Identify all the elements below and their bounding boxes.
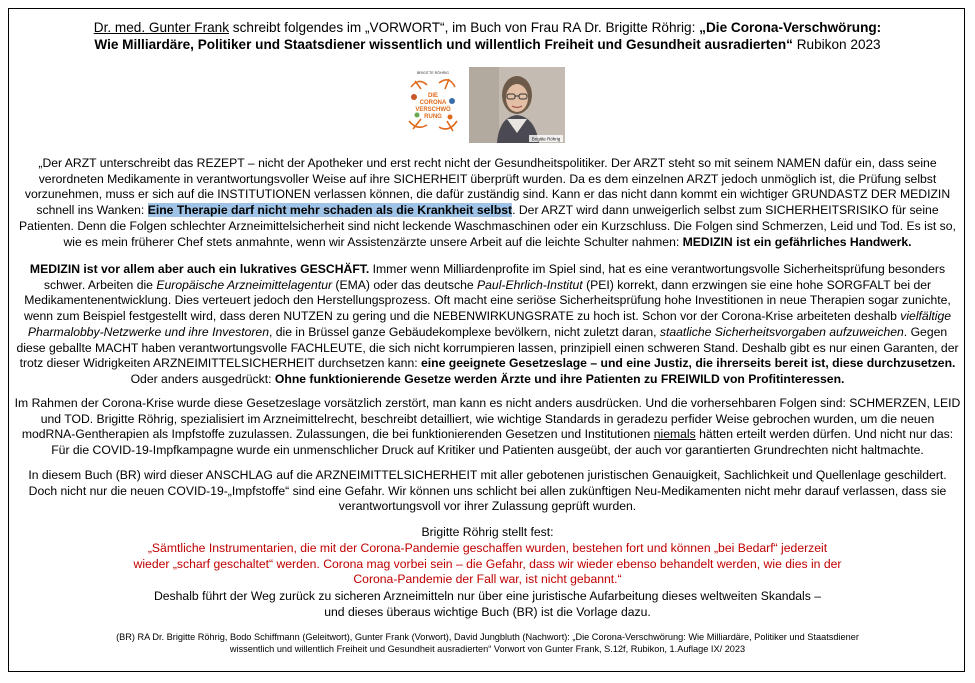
book-title-line1: „Die Corona-Verschwörung: [699, 20, 882, 35]
p2-ema: Europäische Arzneimittelagentur [156, 277, 333, 292]
quote-red-text: „Sämtliche Instrumentarien, die mit der Corona-Pandemie geschaffen wurden, bestehen fort und können „bei Bedarf“ jederzeit wieder „scharf geschaltet“ werden. Corona mag vorbei sein – die Gefahr, dass wir wieder ebenso behandelt werden, wie dies in der Corona-Pandemie der Fall war, ist nicht gebannt.“ [133, 541, 842, 587]
cover-title-line1: DIE [427, 93, 439, 99]
p1-text-2: . Der ARZT wird dann unweigerlich selbst zum SICHERHEITSRISIKO für seine Patienten. Denn die Folgen schlechter Arzneimittelsicherheit sind nicht leckende Waschmaschinen oder ein Kurzschluss. Die Folgen sind Schmerzen, Leid und Tod. Es ist so, wie es mein früherer Chef stets anmahnte, wenn wir Assistenzärzte unsere Arbeit auf die leichte Schulter nahmen: [19, 203, 956, 249]
paragraph-3 [14, 396, 961, 459]
publisher: Rubikon 2023 [792, 37, 881, 52]
p2-lobby: vielfältige Pharmalobby-Netzwerke und ihre Investoren [27, 309, 952, 339]
p1-highlighted-text: Eine Therapie darf nicht mehr schaden als die Krankheit selbst [147, 203, 513, 218]
p2-text-2: (EMA) oder das deutsche [332, 277, 478, 292]
p1-text-1: „Der ARZT unterschreibt das REZEPT – nicht der Apotheker und erst recht nicht der Gesundheitspolitiker. Der ARZT steht so mit seinem NAMEN dafür ein, dass seine verordneten Medikamente in verantwortungsvoller Weise auf ihre SICHERHEIT überprüft wurden. Da es dem einzelnen ARZT jedoch unmöglich ist, die Prüfung selbst vorzunehmen, muss er sich auf die INSTITUTIONEN verlassen können, die dafür zuständig sind. Kann er das nicht dann kommt ein wichtiger GRUNDASTZ DER MEDIZIN schnell ins Wanken: [24, 156, 951, 218]
p2-safety: staatliche Sicherheitsvorgaben aufzuweichen [659, 324, 904, 339]
book-cover-image [405, 67, 461, 143]
p2-text-1: Immer wenn Milliardenprofite im Spiel sind, hat es eine verantwortungsvolle Sicherheitsprüfung besonders schwer. Arbeiten die [43, 262, 946, 292]
intro-text: schreibt folgendes im „VORWORT“, im Buch von Frau RA Dr. Brigitte Röhrig: [229, 20, 700, 35]
page-title [0, 19, 975, 53]
cover-title-line3: VERSCHWÖ [415, 107, 451, 113]
cover-title-line2: CORONA [419, 100, 447, 106]
portrait-graphic [469, 67, 565, 143]
quote-conclusion-text: Deshalb führt der Weg zurück zu sicheren Arzneimitteln nur über eine juristische Aufarbeitung dieses weltweiten Skandals – und dieses überaus wichtige Buch (BR) ist die Vorlage dazu. [153, 589, 822, 619]
quote-intro [14, 525, 961, 541]
cover-author-text: BRIGITTE RÖHRIG [417, 71, 449, 75]
p3-text-2: hätten erteilt werden dürfen. Und nicht nur das: Für die COVID-19-Impfkampagne wurde ein unmenschlicher Druck auf Kritiker und Patienten ausgeübt, der auch vor garantierten Grundrechten nicht haltmachte. [51, 427, 954, 458]
book-cover-graphic [405, 67, 461, 143]
p2-text-5: . Gegen diese geballte MACHT haben verantwortungsvolle FACHLEUTE, die sich nicht korrumpieren lassen, prinzipiell einen schweren Stand. Deshalb gibt es nur einen Garanten, der trotz dieser Widrigkeiten ARZNEIMITTELSICHERHEIT durchsetzen kann: [16, 324, 959, 371]
p2-bold-end: Ohne funktionierende Gesetze werden Ärzte und ihre Patienten zu FREIWILD von Profitinteressen. [274, 371, 845, 386]
footnote-text: (BR) RA Dr. Brigitte Röhrig, Bodo Schiffmann (Geleitwort), Gunter Frank (Vorwort), David Jungbluth (Nachwort): „Die Corona-Verschwörung: Wie Milliardäre, Politiker und Staatsdiener wissentlich und willentlich Freiheit und Gesundheit ausradierten“ Vorwort von Gunter Frank, S.12f, Rubikon, 1.Auflage IX/ 2023 [116, 632, 859, 654]
p2-bold-guarantee: eine geeignete Gesetzeslage – und eine Justiz, die ihrerseits bereit ist, diese durchzusetzen. [421, 356, 956, 371]
footnote [110, 632, 865, 655]
p2-bold-start: MEDIZIN ist vor allem aber auch ein lukratives GESCHÄFT. [29, 262, 370, 276]
paragraph-4 [14, 468, 961, 515]
p1-bold-end: MEDIZIN ist ein gefährliches Handwerk. [682, 234, 912, 249]
p4-text: In diesem Buch (BR) wird dieser ANSCHLAG auf die ARZNEIMITTELSICHERHEIT mit aller gebotenen juristischen Genauigkeit, Sachlichkeit und Quellenlage geschildert. Doch nicht nur die neuen COVID-19-„Impfstoffe“ sind eine Gefahr. Wir können uns schlicht bei allen zukünftigen Neu-Medikamenten nicht mehr darauf verlassen, dass sie verantwortungsvoll vor ihrer Zulassung geprüft wurden. [28, 468, 947, 514]
p2-text-3: (PEI) korrekt, dann erzwingen sie eine hohe SORGFALT bei der Medikamentenentwicklung. Dies verteuert jedoch den Herstellungsprozess. Oft macht eine seriöse Sicherheitsprüfung hohe Investitionen in neue Therapien sogar zunichte, wenn zum Beispiel festgestellt wird, dass deren NUTZEN zu gering und die NEBENWIRKUNGSRATE zu hoch ist. Schon vor der Corona-Krise arbeiteten deshalb [23, 277, 951, 324]
paragraph-1 [14, 156, 961, 250]
cover-title-line4: RUNG [424, 114, 442, 120]
p2-text-4: , die in Brüssel ganze Gebäudekomplexe bevölkern, nicht zuletzt daran, [268, 324, 660, 339]
p2-text-6: Oder anders ausgedrückt: [130, 371, 275, 386]
p2-pei: Paul-Ehrlich-Institut [477, 277, 583, 292]
book-title-line2: Wie Milliardäre, Politiker und Staatsdiener wissentlich und willentlich Freiheit und Gesundheit ausradierten“ [94, 37, 793, 52]
quote-red [130, 541, 845, 588]
p3-text-1: Im Rahmen der Corona-Krise wurde diese Gesetzeslage vorsätzlich zerstört, man kann es nicht anders ausdrücken. Und die vorhersehbaren Folgen sind: SCHMERZEN, LEID und TOD. Brigitte Röhrig, spezialisiert im Arzneimittelrecht, beschreibt detailliert, wie wichtige Standards in geradezu perfider Weise gebrochen wurden, um die neuen modRNA-Gentherapien als Impfstoffe zuzulassen. Zulassungen, die bei funktionierenden Gesetzen und Institutionen [14, 396, 961, 442]
p3-underlined: niemals [653, 427, 696, 442]
quote-conclusion [150, 589, 825, 620]
quote-intro-text: Brigitte Röhrig stellt fest: [421, 525, 554, 539]
header-images [0, 67, 975, 143]
paragraph-2 [14, 262, 961, 388]
author-portrait-image [469, 67, 565, 143]
portrait-caption: Brigitte Röhrig [531, 136, 561, 142]
author-name: Dr. med. Gunter Frank [93, 20, 230, 35]
